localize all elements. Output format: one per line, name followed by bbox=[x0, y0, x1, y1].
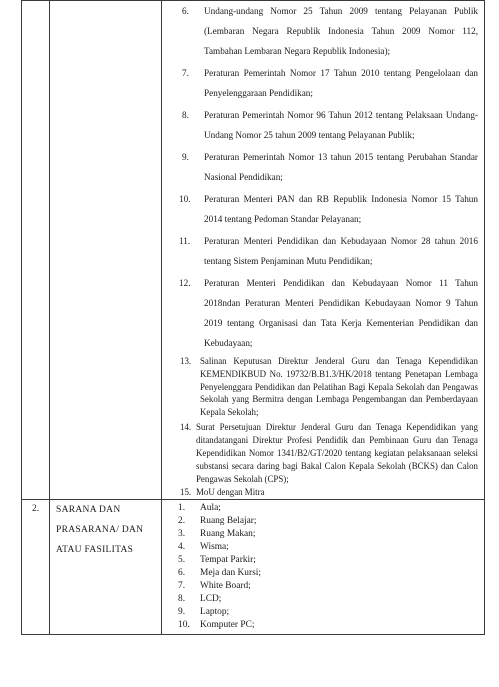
list-item bbox=[166, 63, 478, 103]
item-number: 15. bbox=[180, 486, 192, 497]
item-number: 10. bbox=[178, 619, 190, 630]
list-item bbox=[166, 619, 478, 632]
list-item bbox=[166, 580, 478, 593]
legal-basis-list-cell bbox=[162, 1, 485, 500]
list-item bbox=[166, 189, 478, 229]
list-item bbox=[166, 515, 478, 528]
facilities-list-cell bbox=[162, 499, 485, 634]
row-number bbox=[22, 1, 50, 500]
list-item bbox=[166, 593, 478, 606]
list-item bbox=[166, 486, 478, 499]
item-text: Ruang Belajar; bbox=[200, 515, 257, 526]
item-number: 7. bbox=[178, 580, 186, 591]
list-item bbox=[166, 528, 478, 541]
item-number: 12. bbox=[179, 278, 191, 288]
list-item bbox=[166, 147, 478, 187]
item-number: 14. bbox=[180, 421, 192, 432]
item-text: Salinan Keputusan Direktur Jenderal Guru dan Tenaga Kependidikan KEMENDIKBUD No. 19732/B.B1.3/HK/2018 tentang Penetapan Lembaga Penyelenggara Pendidikan dan Pelatihan Bagi Kepala Sekolah dan Pengawas Sekolah yang Bermitra dengan Lembaga Pengembangan dan Pemberdayaan Kepala Sekolah; bbox=[200, 356, 478, 418]
item-text: Peraturan Pemerintah Nomor 17 Tahun 2010 tentang Pengelolaan dan Penyelenggaraan Pendidikan; bbox=[204, 68, 478, 98]
item-text: Aula; bbox=[200, 502, 221, 513]
list-item bbox=[166, 355, 478, 419]
item-number: 9. bbox=[178, 606, 186, 617]
item-text: Peraturan Pemerintah Nomor 13 tahun 2015 tentang Perubahan Standar Nasional Pendidikan; bbox=[204, 152, 478, 182]
list-item bbox=[166, 421, 478, 486]
row-label: SARANA DAN PRASARANA/ DAN ATAU FASILITAS bbox=[50, 499, 162, 634]
item-number: 4. bbox=[178, 541, 186, 552]
item-text: Ruang Makan; bbox=[200, 528, 256, 539]
list-item bbox=[166, 541, 478, 554]
item-text: LCD; bbox=[200, 593, 222, 604]
item-number: 3. bbox=[178, 528, 186, 539]
item-text: Undang-undang Nomor 25 Tahun 2009 tentang Pelayanan Publik (Lembaran Negara Republik Indonesia Tahun 2009 Nomor 112, Tambahan Lembaran Negara Republik Indonesia); bbox=[204, 6, 478, 56]
item-text: Wisma; bbox=[200, 541, 229, 552]
item-text: Laptop; bbox=[200, 606, 230, 617]
facilities-list bbox=[166, 500, 478, 632]
list-item bbox=[166, 502, 478, 515]
item-text: White Board; bbox=[200, 580, 251, 591]
item-number: 1. bbox=[178, 502, 186, 513]
row-number: 2. bbox=[22, 499, 50, 634]
list-item bbox=[166, 606, 478, 619]
item-text: Peraturan Menteri Pendidikan dan Kebudayaan Nomor 28 tahun 2016 tentang Sistem Penjaminan Mutu Pendidikan; bbox=[204, 236, 478, 266]
list-item bbox=[166, 231, 478, 271]
list-item bbox=[166, 273, 478, 353]
item-text: Surat Persetujuan Direktur Jenderal Guru dan Tenaga Kependidikan yang ditandatangani Direktur Profesi Pendidik dan Pembinaan Guru dan Tenaga Kependidikan Nomor 1341/B2/GT/2020 tentang kegiatan pelaksanaan seleksi substansi secara daring bagi Bakal Calon Kepala Sekolah (BCKS) dan Calon Pengawas Sekolah (CPS); bbox=[196, 421, 478, 484]
item-number: 7. bbox=[182, 68, 189, 78]
legal-basis-list bbox=[166, 1, 478, 499]
item-text: Tempat Parkir; bbox=[200, 554, 256, 565]
item-text: MoU dengan Mitra bbox=[196, 486, 265, 497]
item-number: 8. bbox=[182, 110, 189, 120]
item-number: 5. bbox=[178, 554, 186, 565]
item-number: 6. bbox=[178, 567, 186, 578]
item-number: 9. bbox=[182, 152, 189, 162]
item-number: 11. bbox=[179, 236, 191, 246]
item-number: 10. bbox=[179, 194, 191, 204]
item-number: 8. bbox=[178, 593, 186, 604]
list-item bbox=[166, 554, 478, 567]
table-row-legal-basis bbox=[22, 1, 485, 500]
item-number: 6. bbox=[182, 6, 189, 16]
item-text: Peraturan Menteri Pendidikan dan Kebudayaan Nomor 11 Tahun 2018ndan Peraturan Menteri Pendidikan Kebudayaan Nomor 9 Tahun 2019 tentang Organisasi dan Tata Kerja Kementerian Pendidikan dan Kebudayaan; bbox=[204, 278, 478, 348]
row-label bbox=[50, 1, 162, 500]
item-text: Peraturan Pemerintah Nomor 96 Tahun 2012 tentang Pelaksaan Undang-Undang Nomor 25 tahun 2009 tentang Pelayanan Publik; bbox=[204, 110, 478, 140]
item-text: Peraturan Menteri PAN dan RB Republik Indonesia Nomor 15 Tahun 2014 tentang Pedoman Standar Pelayanan; bbox=[204, 194, 478, 224]
list-item bbox=[166, 1, 478, 61]
table-row-facilities bbox=[22, 499, 485, 634]
list-item bbox=[166, 567, 478, 580]
list-item bbox=[166, 105, 478, 145]
item-number: 13. bbox=[180, 356, 192, 366]
item-text: Meja dan Kursi; bbox=[200, 567, 261, 578]
item-text: Komputer PC; bbox=[200, 619, 255, 630]
item-number: 2. bbox=[178, 515, 186, 526]
service-standard-table bbox=[21, 0, 485, 635]
